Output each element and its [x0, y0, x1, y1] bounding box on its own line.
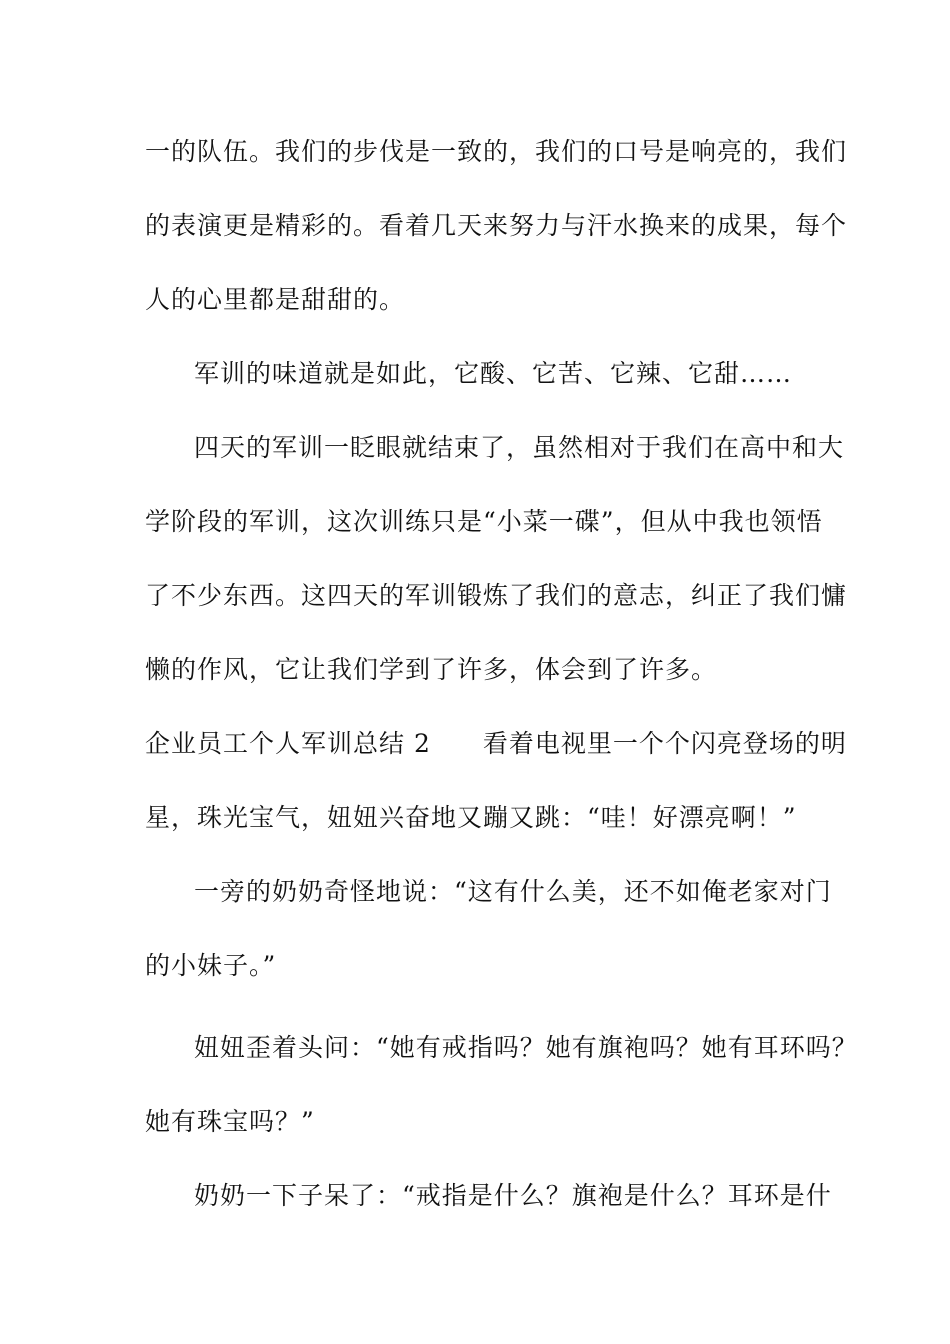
text-line: 一旁的奶奶奇怪地说：“这有什么美，还不如俺老家对门 [194, 877, 832, 906]
text-line: 奶奶一下子呆了：“戒指是什么？旗袍是什么？耳环是什 [194, 1181, 832, 1210]
text-line: 她有珠宝吗？” [145, 1107, 315, 1136]
section-heading-line: 企业员工个人军训总结 2 看着电视里一个个闪亮登场的明 [145, 729, 847, 758]
text-line: 的小妹子。” [145, 951, 277, 980]
text-line: 了不少东西。这四天的军训锻炼了我们的意志，纠正了我们慵 [145, 581, 848, 610]
text-line: 星，珠光宝气，妞妞兴奋地又蹦又跳：“哇！好漂亮啊！” [145, 803, 797, 832]
text-line: 人的心里都是甜甜的。 [145, 285, 406, 314]
text-line: 一的队伍。我们的步伐是一致的，我们的口号是响亮的，我们 [145, 137, 848, 166]
text-line: 军训的味道就是如此，它酸、它苦、它辣、它甜…… [194, 359, 793, 388]
text-line: 学阶段的军训，这次训练只是“小菜一碟”，但从中我也领悟 [145, 507, 823, 536]
text-line: 四天的军训一眨眼就结束了，虽然相对于我们在高中和大 [194, 433, 845, 462]
text-line: 妞妞歪着头问：“她有戒指吗？她有旗袍吗？她有耳环吗？ [194, 1033, 858, 1062]
text-line: 懒的作风，它让我们学到了许多，体会到了许多。 [145, 655, 718, 684]
text-line: 的表演更是精彩的。看着几天来努力与汗水换来的成果，每个 [145, 211, 848, 240]
